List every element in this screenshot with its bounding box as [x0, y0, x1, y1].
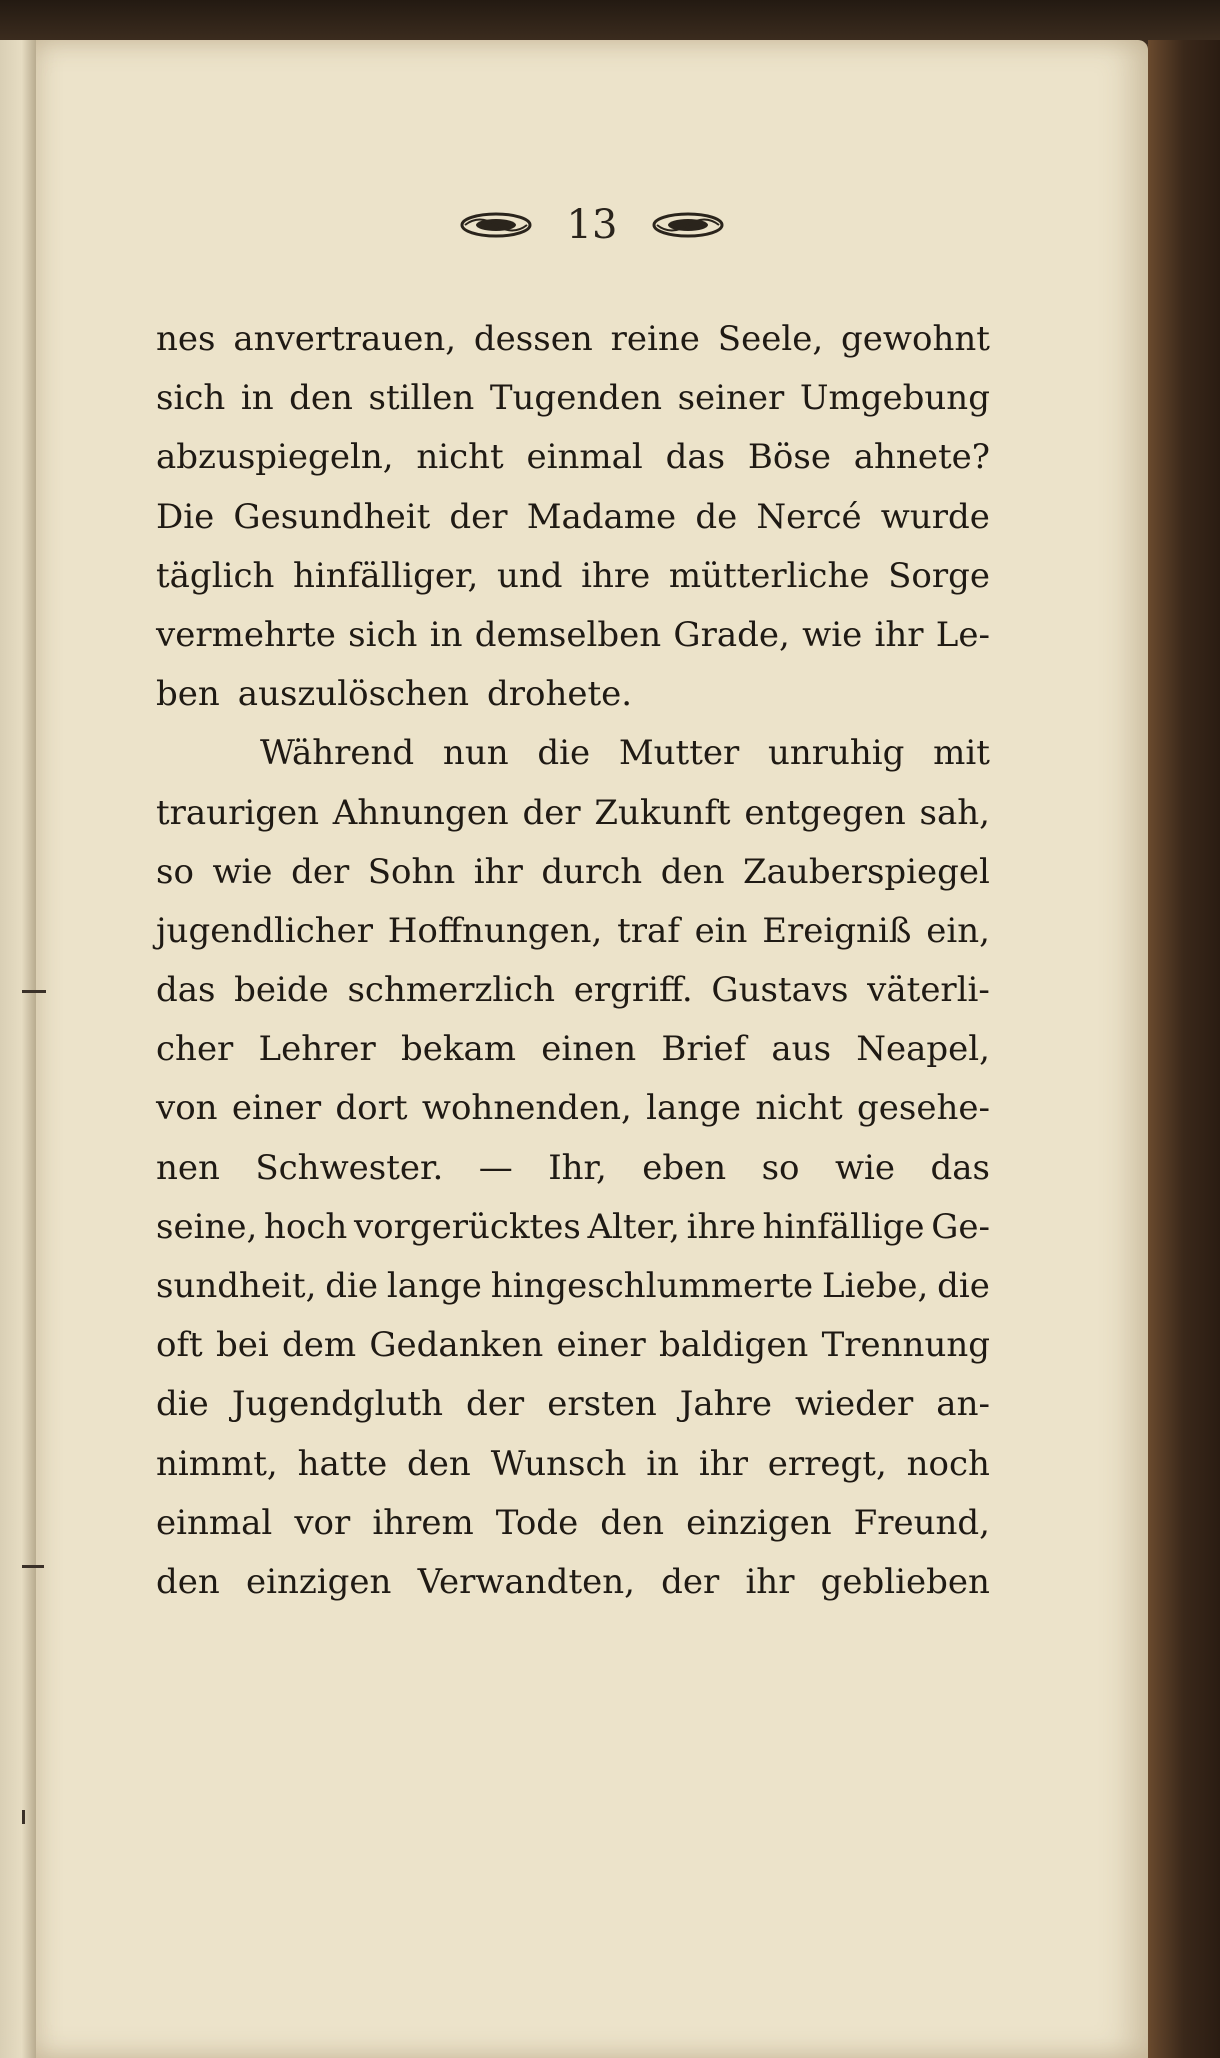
- word: nicht: [416, 437, 504, 478]
- word: Trennung: [821, 1325, 990, 1366]
- word: einmal: [526, 437, 643, 478]
- page-sheet: [36, 40, 1148, 2058]
- word: Zukunft: [594, 792, 731, 833]
- text-line: [156, 665, 990, 724]
- word: in: [429, 614, 463, 655]
- word: oft: [156, 1325, 203, 1366]
- word: traurigen: [156, 792, 319, 833]
- word: nicht: [755, 1088, 843, 1129]
- word: Le-: [935, 614, 990, 655]
- word: Seele,: [717, 319, 824, 359]
- word: den: [600, 1502, 665, 1543]
- word: bekam: [401, 1029, 516, 1070]
- word: ihre: [686, 1206, 756, 1247]
- word: Ge-: [931, 1206, 990, 1247]
- word: das: [156, 970, 216, 1011]
- word: nimmt,: [156, 1443, 278, 1484]
- word: auszulöschen: [237, 674, 469, 715]
- word: Liebe,: [822, 1266, 929, 1306]
- word: der: [291, 851, 350, 892]
- word: Sohn: [367, 851, 456, 892]
- word: das: [665, 437, 726, 478]
- word: Gustavs: [711, 970, 849, 1011]
- word: dem: [281, 1325, 357, 1366]
- word: wieder: [795, 1384, 914, 1425]
- text-line: [156, 488, 990, 547]
- text-line: [156, 428, 990, 487]
- text-line: [156, 961, 990, 1020]
- margin-mark: [22, 1810, 25, 1824]
- word: hoch: [263, 1206, 348, 1247]
- word: Hoffnungen,: [387, 910, 603, 951]
- word: nes: [156, 319, 216, 359]
- word: Alter,: [587, 1206, 680, 1247]
- word: an-: [936, 1384, 990, 1425]
- word: der: [661, 1561, 720, 1602]
- previous-page-edge: [0, 40, 36, 2058]
- word: baldigen: [659, 1325, 809, 1366]
- word: nen: [156, 1147, 220, 1188]
- word: einen: [541, 1029, 637, 1070]
- word: seine,: [156, 1206, 258, 1247]
- word: ihr: [698, 1443, 748, 1484]
- word: —: [478, 1147, 513, 1188]
- word: demselben: [474, 614, 662, 655]
- book-binding-edge: [1148, 40, 1220, 2058]
- book-top-edge: [0, 0, 1220, 44]
- word: traf: [617, 910, 680, 951]
- word: Während: [260, 733, 415, 774]
- word: die: [325, 1266, 379, 1306]
- text-line: [156, 784, 990, 843]
- word: bei: [215, 1325, 269, 1366]
- text-line: [156, 1139, 990, 1198]
- word: geblieben: [820, 1561, 990, 1602]
- text-line: [156, 310, 990, 369]
- word: Mutter: [618, 733, 740, 774]
- word: sah,: [919, 792, 990, 833]
- word: die: [537, 733, 591, 774]
- word: Ereigniß: [762, 910, 912, 951]
- word: de: [695, 496, 738, 537]
- word: ihr: [874, 614, 924, 655]
- word: Neapel,: [856, 1029, 990, 1070]
- word: der: [466, 1384, 525, 1425]
- text-line: [156, 1553, 990, 1612]
- word: Zauberspiegel: [743, 851, 990, 892]
- word: von: [156, 1088, 218, 1129]
- word: vermehrte: [156, 614, 336, 655]
- word: den: [156, 1561, 220, 1602]
- word: in: [646, 1443, 680, 1484]
- word: den: [407, 1443, 471, 1484]
- word: so: [156, 851, 194, 892]
- word: so: [761, 1147, 800, 1188]
- body-text: [156, 310, 990, 1612]
- word: sundheit,: [156, 1266, 317, 1306]
- word: ihr: [745, 1561, 795, 1602]
- word: Nercé: [756, 496, 862, 537]
- word: eben: [642, 1147, 727, 1188]
- word: sich: [348, 614, 418, 655]
- word: vor: [294, 1502, 351, 1543]
- word: anvertrauen,: [233, 319, 457, 359]
- word: Jahre: [679, 1384, 772, 1425]
- word: einzigen: [686, 1502, 832, 1543]
- word: Gesundheit: [233, 496, 431, 537]
- word: ihre: [581, 555, 651, 596]
- word: seiner: [677, 378, 785, 419]
- word: Lehrer: [258, 1029, 376, 1070]
- word: mütterliche: [668, 555, 870, 596]
- page-number: 13: [566, 202, 618, 248]
- word: der: [522, 792, 581, 833]
- fleuron-ornament-icon: [651, 211, 725, 239]
- word: wie: [834, 1147, 896, 1188]
- word: durch: [541, 851, 643, 892]
- word: mit: [933, 733, 990, 774]
- word: gewohnt: [841, 319, 990, 359]
- word: Ahnungen: [332, 792, 509, 833]
- word: sich: [156, 378, 226, 419]
- word: wie: [212, 851, 273, 892]
- word: Sorge: [888, 555, 990, 596]
- text-line: [156, 1020, 990, 1079]
- fleuron-ornament-icon: [459, 211, 533, 239]
- text-line: [156, 606, 990, 665]
- word: noch: [906, 1443, 990, 1484]
- word: ersten: [547, 1384, 657, 1425]
- text-line: [156, 1316, 990, 1375]
- word: einmal: [156, 1502, 273, 1543]
- text-line: [156, 843, 990, 902]
- word: dort: [335, 1088, 408, 1129]
- word: einzigen: [245, 1561, 392, 1602]
- word: Böse: [747, 437, 831, 478]
- text-line: [156, 547, 990, 606]
- word: ein,: [926, 910, 990, 951]
- word: jugendlicher: [156, 910, 374, 951]
- word: Gedanken: [369, 1325, 544, 1366]
- word: Umgebung: [799, 378, 990, 419]
- word: ein: [694, 910, 748, 951]
- word: wurde: [880, 496, 990, 537]
- word: Wunsch: [490, 1443, 627, 1484]
- word: lange: [386, 1266, 482, 1306]
- word: hinfälliger,: [292, 555, 479, 596]
- word: vorgerücktes: [353, 1206, 581, 1247]
- word: stillen: [368, 378, 475, 419]
- word: abzuspiegeln,: [156, 437, 394, 478]
- word: Ihr,: [548, 1147, 607, 1188]
- word: ben: [156, 674, 220, 715]
- word: einer: [556, 1325, 646, 1366]
- word: die: [156, 1384, 209, 1425]
- word: ergriff.: [573, 970, 693, 1011]
- word: reine: [610, 319, 700, 359]
- word: einer: [231, 1088, 322, 1129]
- word: Die: [156, 496, 215, 537]
- word: täglich: [156, 555, 275, 596]
- word: Jugendgluth: [231, 1384, 443, 1425]
- word: ahnete?: [853, 437, 990, 478]
- word: wie: [802, 614, 863, 655]
- word: drohete.: [486, 674, 633, 715]
- word: und: [496, 555, 563, 596]
- word: in: [240, 378, 274, 419]
- word: Verwandten,: [417, 1561, 635, 1602]
- word: Grade,: [673, 614, 790, 655]
- word: unruhig: [767, 733, 905, 774]
- word: hinfällige: [762, 1206, 925, 1247]
- word: das: [930, 1147, 990, 1188]
- text-line: [156, 1257, 990, 1316]
- word: beide: [234, 970, 329, 1011]
- word: Schwester.: [255, 1147, 444, 1188]
- word: schmerzlich: [347, 970, 556, 1011]
- word: Madame: [526, 496, 677, 537]
- word: die: [937, 1266, 990, 1306]
- word: entgegen: [744, 792, 906, 833]
- margin-mark: [22, 990, 46, 993]
- word: aus: [771, 1029, 832, 1070]
- word: väterli-: [867, 970, 990, 1011]
- text-line: [156, 1435, 990, 1494]
- text-line: [156, 724, 990, 783]
- text-line: [156, 1198, 990, 1257]
- page-header: [36, 202, 1148, 262]
- word: cher: [156, 1029, 234, 1070]
- text-line: [156, 1375, 990, 1434]
- word: ihr: [473, 851, 523, 892]
- text-line: [156, 902, 990, 961]
- word: hatte: [297, 1443, 388, 1484]
- word: lange: [646, 1088, 742, 1129]
- text-line: [156, 1079, 990, 1138]
- word: hingeschlummerte: [490, 1266, 814, 1306]
- word: Tode: [495, 1502, 579, 1543]
- word: ihrem: [372, 1502, 474, 1543]
- word: nun: [442, 733, 509, 774]
- word: gesehe-: [857, 1088, 990, 1129]
- text-line: [156, 369, 990, 428]
- word: Tugenden: [489, 378, 663, 419]
- word: Freund,: [853, 1502, 990, 1543]
- word: der: [449, 496, 508, 537]
- margin-mark: [22, 1565, 44, 1568]
- word: dessen: [473, 319, 593, 359]
- text-line: [156, 1494, 990, 1553]
- word: wohnenden,: [421, 1088, 632, 1129]
- word: Brief: [661, 1029, 747, 1070]
- word: den: [289, 378, 353, 419]
- word: erregt,: [767, 1443, 887, 1484]
- word: den: [660, 851, 725, 892]
